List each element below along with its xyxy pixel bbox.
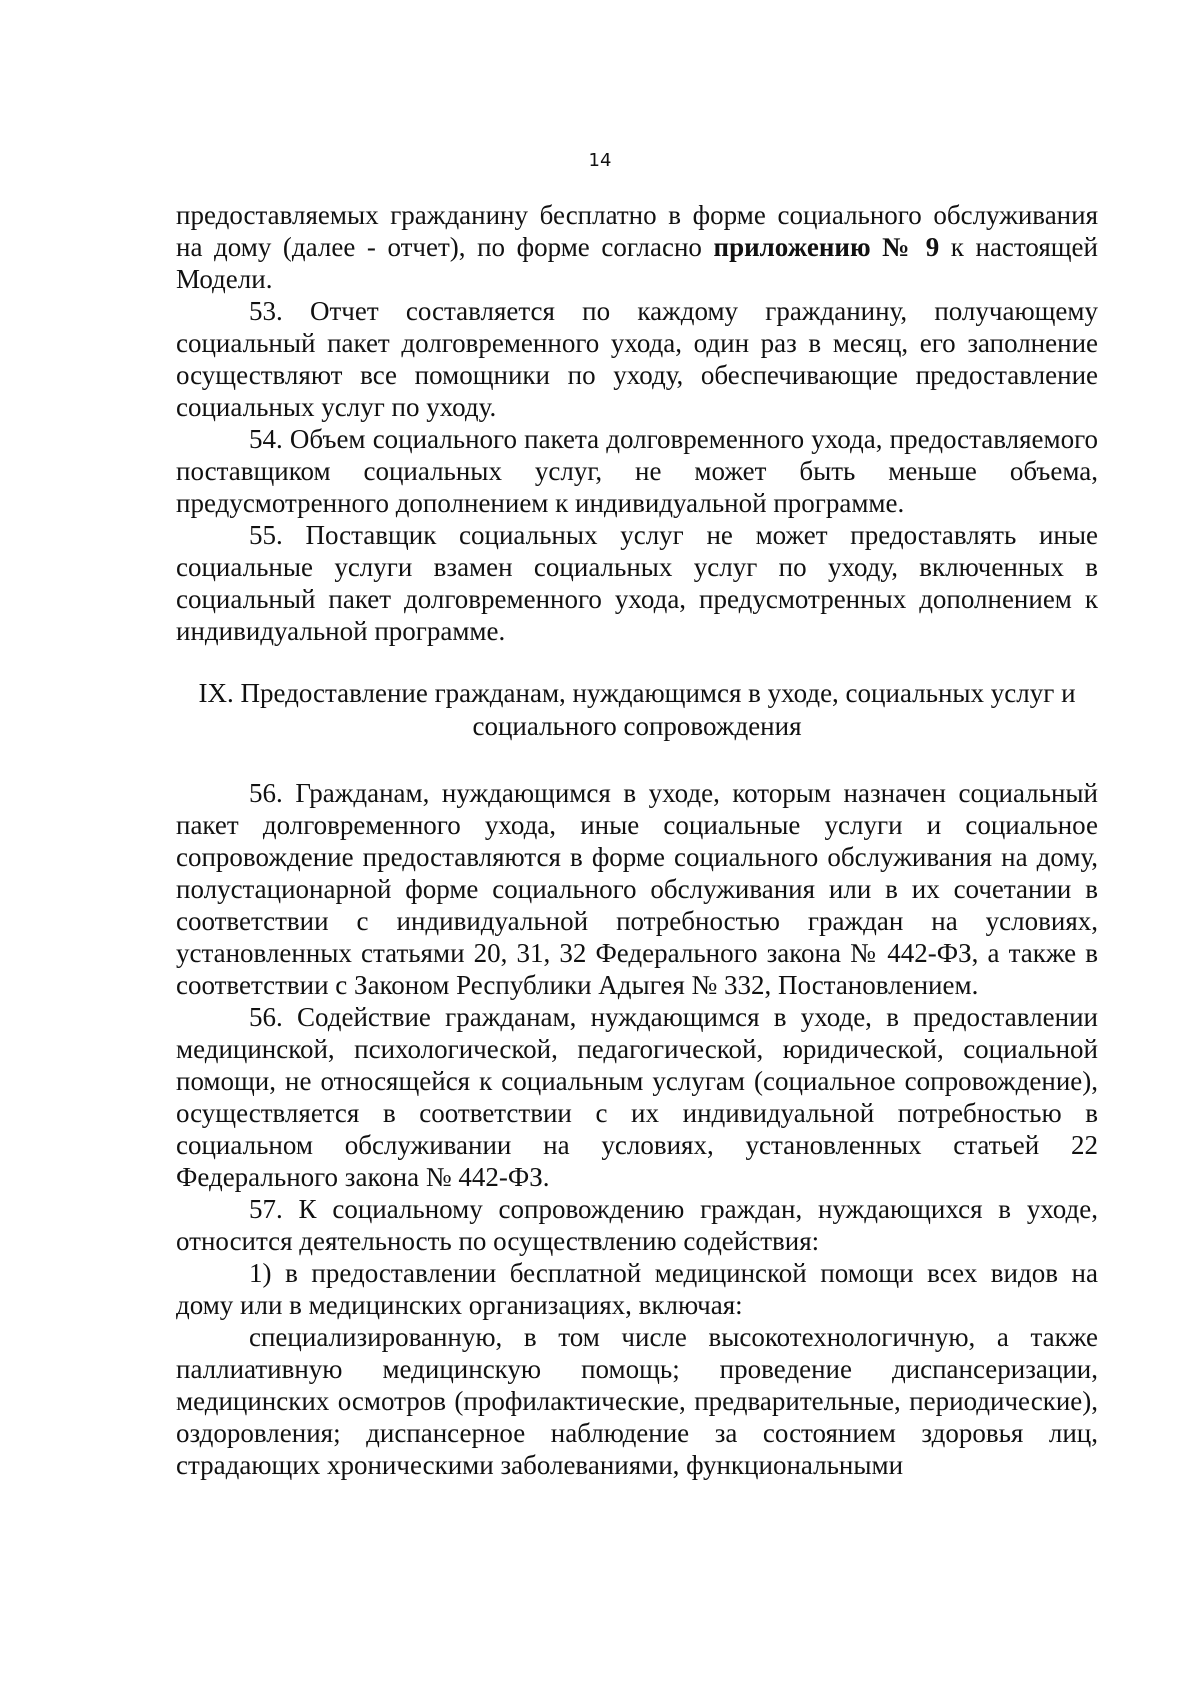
document-body — [176, 199, 1098, 1481]
section-heading-line-2: социального сопровождения — [472, 711, 802, 741]
paragraph-57-item-1: 1) в предоставлении бесплатной медицинской помощи всех видов на дому или в медицинских организациях, включая: — [176, 1258, 1098, 1320]
paragraph-53: 53. Отчет составляется по каждому гражданину, получающему социальный пакет долговременного ухода, один раз в месяц, его заполнение осуществляют все помощники по уходу, обеспечивающие предоставление социальных услуг по уходу. — [176, 296, 1098, 422]
paragraph-56a: 56. Гражданам, нуждающимся в уходе, которым назначен социальный пакет долговременного ухода, иные социальные услуги и социальное сопровождение предоставляются в форме социального обслуживания на дому, полустационарной форме социального обслуживания или в их сочетании в соответствии с индивидуальной потребностью граждан на условиях, установленных статьями 20, 31, 32 Федерального закона № 442-ФЗ, а также в соответствии с Законом Республики Адыгея № 332, Постановлением. — [176, 778, 1098, 1000]
paragraph-52-text-end: к настоящей Модели. — [176, 232, 1098, 294]
paragraph-52-text-start: предоставляемых гражданину бесплатно в форме социального обслуживания на дому (далее - отчет), по форме согласно — [176, 200, 1098, 262]
paragraph-52-continuation — [176, 199, 1098, 295]
page-number: 14 — [588, 150, 612, 171]
paragraph-56b: 56. Содействие гражданам, нуждающимся в уходе, в предоставлении медицинской, психологической, педагогической, юридической, социальной помощи, не относящейся к социальным услугам (социальное сопровождение), осуществляется в соответствии с их индивидуальной потребностью в социальном обслуживании на условиях, установленных статьей 22 Федерального закона № 442-ФЗ. — [176, 1002, 1098, 1192]
paragraph-54: 54. Объем социального пакета долговременного ухода, предоставляемого поставщиком социальных услуг, не может быть меньше объема, предусмотренного дополнением к индивидуальной программе. — [176, 424, 1098, 518]
section-heading-ix — [176, 677, 1098, 743]
paragraph-57: 57. К социальному сопровождению граждан, нуждающихся в уходе, относится деятельность по осуществлению содействия: — [176, 1194, 1098, 1256]
appendix-9-reference: приложению № 9 — [713, 232, 940, 262]
paragraph-57-item-1-continuation: специализированную, в том числе высокотехнологичную, а также паллиативную медицинскую помощь; проведение диспансеризации, медицинских осмотров (профилактические, предварительные, периодические), оздоровления; диспансерное наблюдение за состоянием здоровья лиц, страдающих хроническими заболеваниями, функциональными — [176, 1322, 1098, 1480]
paragraph-55: 55. Поставщик социальных услуг не может предоставлять иные социальные услуги взамен социальных услуг по уходу, включенных в социальный пакет долговременного ухода, предусмотренных дополнением к индивидуальной программе. — [176, 520, 1098, 646]
section-heading-line-1: IX. Предоставление гражданам, нуждающимся в уходе, социальных услуг и — [198, 678, 1076, 708]
